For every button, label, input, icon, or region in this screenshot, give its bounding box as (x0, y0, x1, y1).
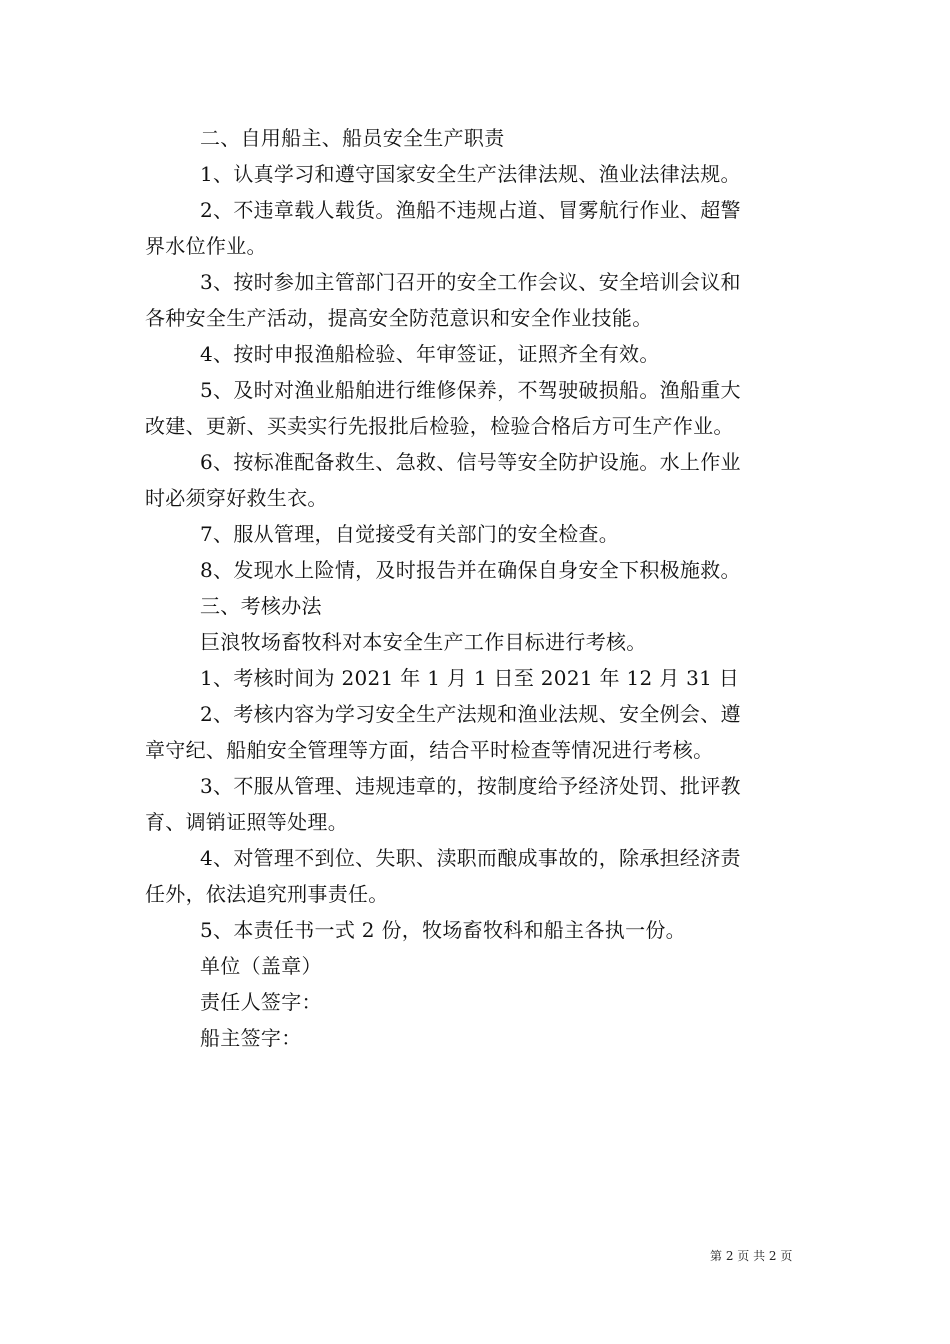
paragraph-line: 各种安全生产活动，提高安全防范意识和安全作业技能。 (145, 306, 653, 330)
paragraph-line: 时必须穿好救生衣。 (145, 486, 328, 510)
paragraph-line: 育、调销证照等处理。 (145, 810, 348, 834)
paragraph-line: 5、本责任书一式 2 份，牧场畜牧科和船主各执一份。 (200, 918, 686, 942)
section-heading-responsibilities: 二、自用船主、船员安全生产职责 (200, 126, 505, 150)
unit-seal-label: 单位（盖章） (200, 954, 322, 978)
responsible-person-signature-label: 责任人签字： (200, 990, 322, 1014)
paragraph-line: 2、考核内容为学习安全生产法规和渔业法规、安全例会、遵 (200, 702, 741, 726)
paragraph-line: 改建、更新、买卖实行先报批后检验，检验合格后方可生产作业。 (145, 414, 734, 438)
paragraph-line: 7、服从管理，自觉接受有关部门的安全检查。 (200, 522, 620, 546)
section-heading-assessment: 三、考核办法 (200, 594, 322, 618)
paragraph-line: 3、不服从管理、违规违章的，按制度给予经济处罚、批评教 (200, 774, 741, 798)
paragraph-line: 4、对管理不到位、失职、渎职而酿成事故的，除承担经济责 (200, 846, 741, 870)
page-number-footer: 第 2 页 共 2 页 (710, 1249, 793, 1263)
paragraph-line: 3、按时参加主管部门召开的安全工作会议、安全培训会议和 (200, 270, 741, 294)
paragraph-line: 巨浪牧场畜牧科对本安全生产工作目标进行考核。 (200, 630, 647, 654)
paragraph-line: 章守纪、船舶安全管理等方面，结合平时检查等情况进行考核。 (145, 738, 714, 762)
paragraph-line: 1、认真学习和遵守国家安全生产法律法规、渔业法律法规。 (200, 162, 741, 186)
ship-owner-signature-label: 船主签字： (200, 1026, 302, 1050)
paragraph-line: 2、不违章载人载货。渔船不违规占道、冒雾航行作业、超警 (200, 198, 741, 222)
paragraph-line: 6、按标准配备救生、急救、信号等安全防护设施。水上作业 (200, 450, 741, 474)
paragraph-line: 界水位作业。 (145, 234, 267, 258)
paragraph-line: 5、及时对渔业船舶进行维修保养，不驾驶破损船。渔船重大 (200, 378, 741, 402)
paragraph-line: 8、发现水上险情，及时报告并在确保自身安全下积极施救。 (200, 558, 741, 582)
paragraph-line: 4、按时申报渔船检验、年审签证，证照齐全有效。 (200, 342, 660, 366)
paragraph-line: 任外，依法追究刑事责任。 (145, 882, 389, 906)
paragraph-line: 1、考核时间为 2021 年 1 月 1 日至 2021 年 12 月 31 日 (200, 666, 740, 690)
